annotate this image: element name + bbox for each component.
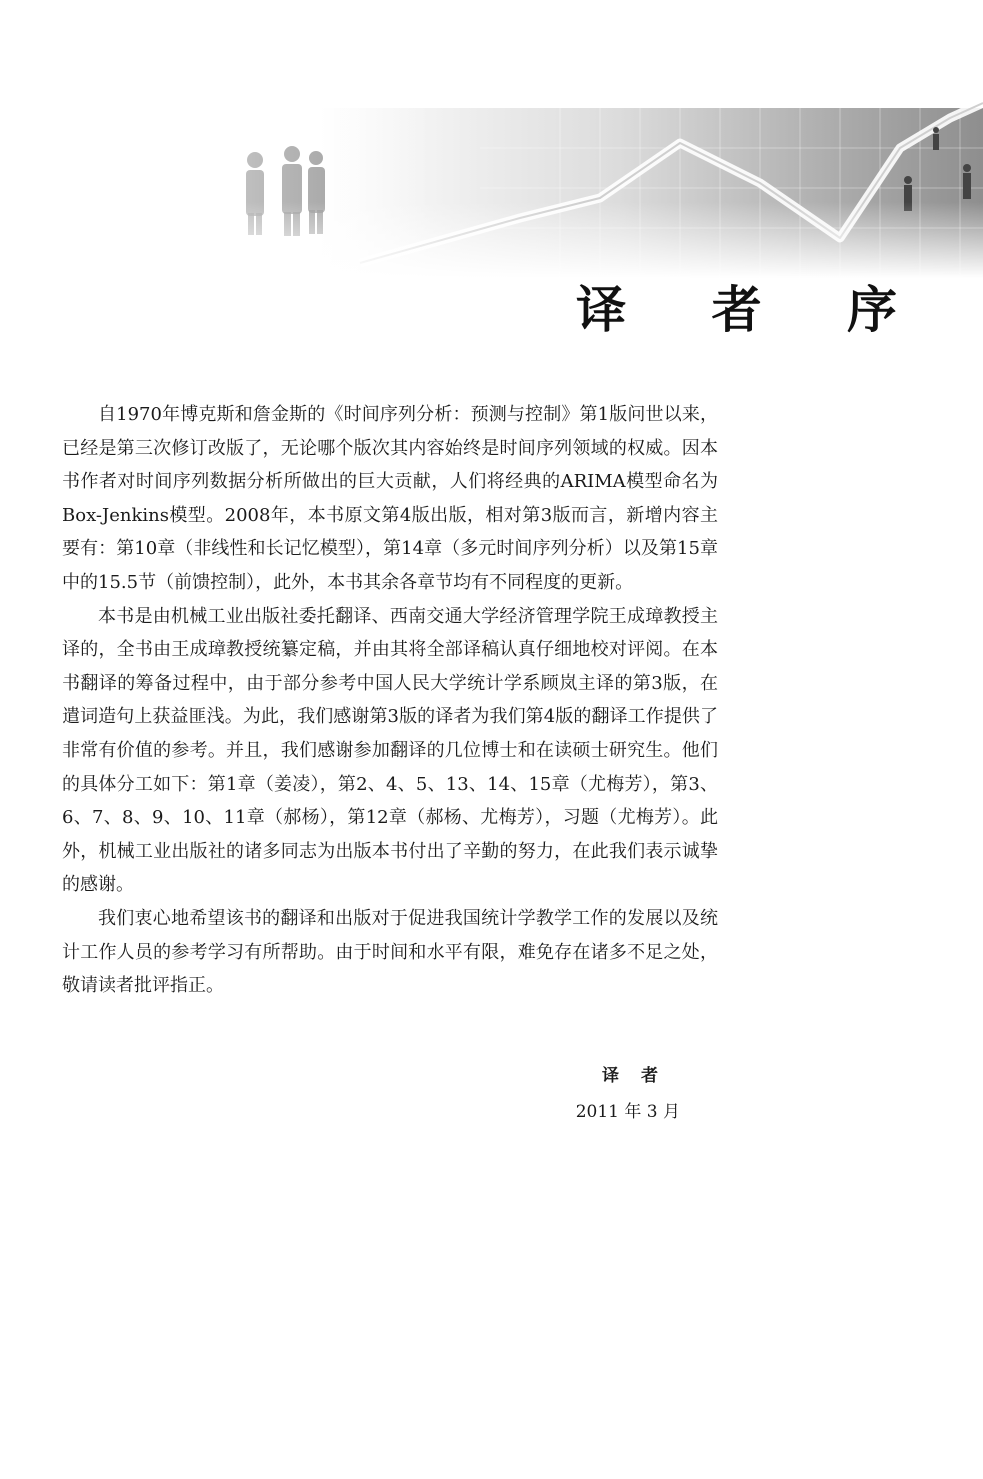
preface-date: 2011 年 3 月 — [575, 1102, 680, 1122]
preface-paragraph-2: 本书是由机械工业出版社委托翻译、西南交通大学经济管理学院王成璋教授主译的，全书由王成璋教授统纂定稿，并由其将全部译稿认真仔细地校对评阅。在本书翻译的筹备过程中，由于部分参考中国人民大学统计学系顾岚主译的第3版，在遣词造句上获益匪浅。为此，我们感谢第3版的译者为我们第4版的翻译工作提供了非常有价值的参考。并且，我们感谢参加翻译的几位博士和在读硕士研究生。他们的具体分工如下：第1章（姜凌），第2、4、5、13、14、15章（尤梅芳），第3、6、7、8、9、10、11章（郝杨），第12章（郝杨、尤梅芳），习题（尤梅芳）。此外，机械工业出版社的诸多同志为出版本书付出了辛勤的努力，在此我们表示诚挚的感谢。 — [62, 605, 718, 896]
page-title: 译 者 序 — [576, 280, 931, 339]
preface-paragraph-3: 我们衷心地希望该书的翻译和出版对于促进我国统计学教学工作的发展以及统计工作人员的参考学习有所帮助。由于时间和水平有限，难免存在诸多不足之处，敬请读者批评指正。 — [62, 907, 718, 997]
header-banner-illustration — [0, 88, 983, 278]
translator-signature: 译者 — [602, 1066, 680, 1086]
preface-paragraph-1: 自1970年博克斯和詹金斯的《时间序列分析：预测与控制》第1版问世以来，已经是第三次修订改版了，无论哪个版次其内容始终是时间序列领域的权威。因本书作者对时间序列数据分析所做出的巨大贡献，人们将经典的ARIMA模型命名为Box-Jenkins模型。2008年，本书原文第4版出版，相对第3版而言，新增内容主要有：第10章（非线性和长记忆模型），第14章（多元时间序列分析）以及第15章中的15.5节（前馈控制），此外，本书其余各章节均有不同程度的更新。 — [62, 404, 718, 593]
preface-body — [62, 398, 718, 1003]
banner-graphic — [0, 88, 983, 278]
